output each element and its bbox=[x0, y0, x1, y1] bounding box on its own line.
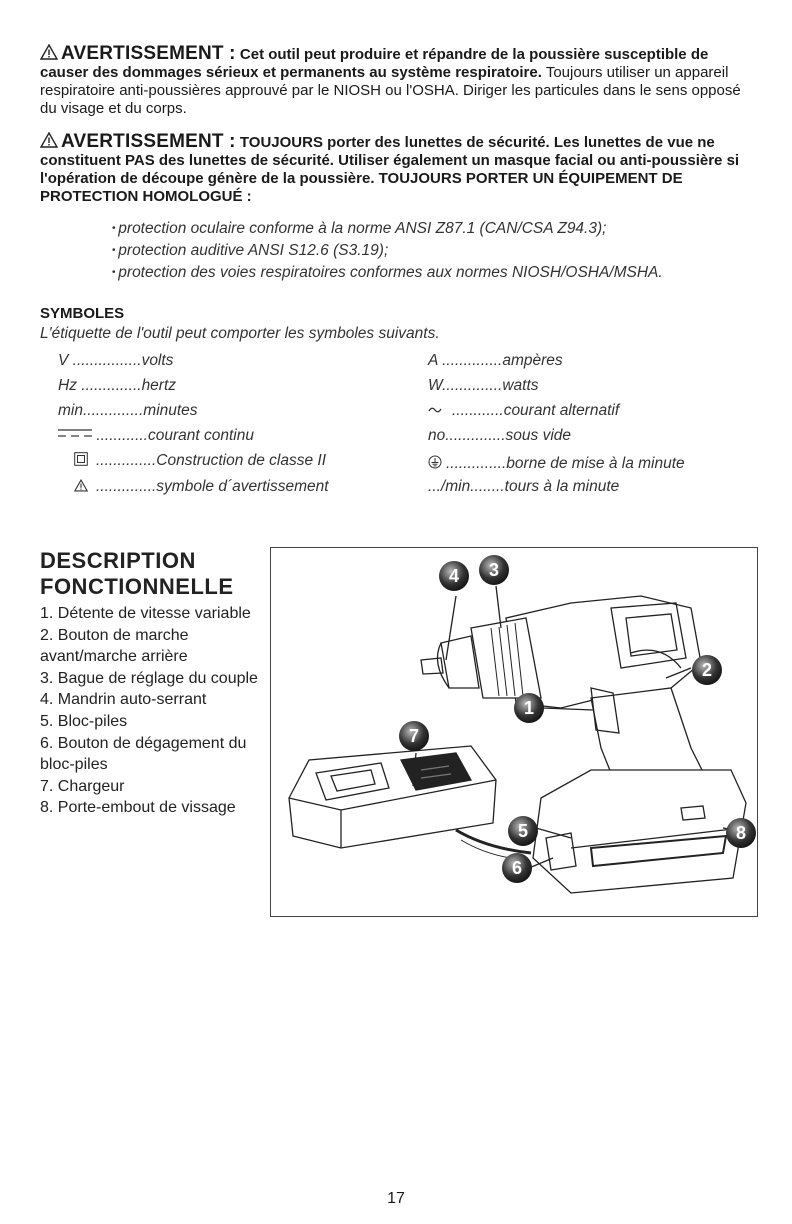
warning-heading: AVERTISSEMENT : bbox=[61, 131, 236, 152]
symbols-title: SYMBOLES bbox=[40, 305, 125, 322]
callout-number: 4 bbox=[448, 566, 460, 586]
callout-number: 8 bbox=[735, 823, 747, 843]
dc-icon bbox=[58, 427, 92, 439]
list-item: 2. Bouton de marche avant/marche arrière bbox=[40, 626, 189, 666]
symbol-row: A ..............ampères bbox=[428, 352, 563, 369]
list-item: 5. Bloc-piles bbox=[40, 712, 128, 730]
drill-illustration bbox=[270, 547, 758, 917]
callout-number: 5 bbox=[517, 821, 529, 841]
warning-triangle-icon bbox=[40, 44, 58, 60]
drill-and-charger-drawing bbox=[271, 548, 757, 916]
symbol-row: ............courant continu bbox=[58, 427, 254, 445]
protection-list bbox=[112, 218, 663, 284]
warning-heading: AVERTISSEMENT : bbox=[61, 43, 236, 64]
list-item: 7. Chargeur bbox=[40, 777, 125, 795]
symbol-row: .../min........tours à la minute bbox=[428, 478, 620, 495]
symbol-row: ..............borne de mise à la minute bbox=[428, 455, 685, 473]
warning-text: Toujours utiliser un appareil respiratoire anti-poussières approuvé par le NIOSH ou l'OSHA. Diriger les particules dans le sens opposé du visage et du corps. bbox=[40, 64, 741, 117]
symbols-intro: L'étiquette de l'outil peut comporter les symboles suivants. bbox=[40, 325, 440, 342]
warning-bold-text: Cet outil peut produire et répandre de la poussière susceptible de causer des dommages sérieux et permanents au système respiratoire. bbox=[40, 46, 709, 81]
ac-icon bbox=[428, 405, 442, 415]
symbol-row: W..............watts bbox=[428, 377, 539, 394]
warning-bold-text: TOUJOURS porter des lunettes de sécurité. Les lunettes de vue ne constituent PAS des lunettes de sécurité. Utiliser également un masque facial ou anti-poussière si l'opération de découpe génère de la poussière. TOUJOURS PORTER UN ÉQUIPEMENT DE PROTECTION HOMOLOGUÉ : bbox=[40, 134, 740, 205]
symbol-row: ..............Construction de classe II bbox=[74, 452, 326, 470]
warning-triangle-icon bbox=[40, 132, 58, 148]
list-item: 8. Porte-embout de vissage bbox=[40, 799, 236, 817]
description-list bbox=[40, 603, 268, 819]
warning-dust bbox=[40, 44, 760, 118]
symbol-row: ............courant alternatif bbox=[428, 402, 619, 420]
list-item: 3. Bague de réglage du couple bbox=[40, 669, 258, 687]
callout-number: 3 bbox=[488, 560, 500, 580]
page-number: 17 bbox=[387, 1190, 405, 1207]
warning-eye-protection bbox=[40, 132, 760, 206]
list-item: 1. Détente de vitesse variable bbox=[40, 605, 251, 622]
symbol-row: ..............symbole d´avertissement bbox=[74, 478, 329, 496]
symbol-row: V ................volts bbox=[58, 352, 174, 369]
symbol-row: no..............sous vide bbox=[428, 427, 572, 444]
earth-terminal-icon bbox=[428, 455, 442, 469]
callout-number: 2 bbox=[701, 660, 713, 680]
symbol-row: min..............minutes bbox=[58, 402, 198, 419]
warning-triangle-icon bbox=[74, 479, 88, 492]
description-title: DESCRIPTION FONCTIONNELLE bbox=[40, 548, 234, 599]
symbol-row: Hz ..............hertz bbox=[58, 377, 177, 394]
list-item: • protection oculaire conforme à la norme ANSI Z87.1 (CAN/CSA Z94.3); bbox=[112, 218, 663, 240]
list-item: 6. Bouton de dégagement du bloc-piles bbox=[40, 734, 247, 774]
list-item: 4. Mandrin auto-serrant bbox=[40, 691, 207, 709]
callout-number: 7 bbox=[408, 726, 420, 746]
callout-number: 1 bbox=[523, 698, 535, 718]
callout-number: 6 bbox=[511, 858, 523, 878]
list-item: • protection des voies respiratoires conformes aux normes NIOSH/OSHA/MSHA. bbox=[112, 262, 663, 284]
list-item: • protection auditive ANSI S12.6 (S3.19); bbox=[112, 240, 663, 262]
class-ii-icon bbox=[74, 452, 88, 466]
